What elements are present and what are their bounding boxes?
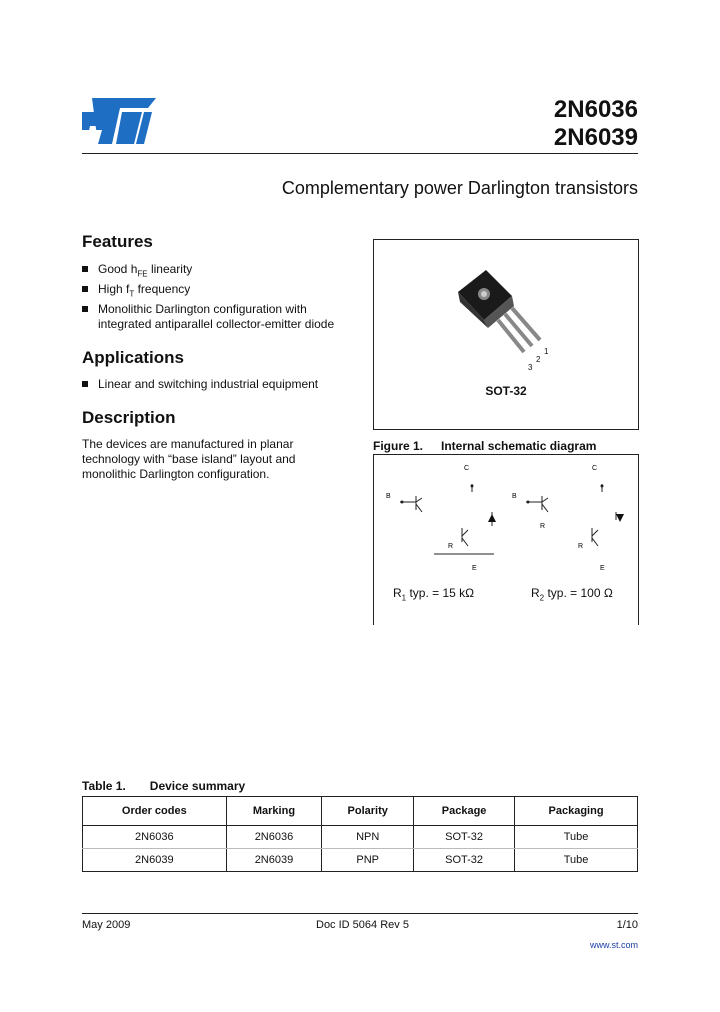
svg-text:C: C (592, 465, 598, 472)
pin-1-label: 1 (544, 347, 549, 356)
column-header: Order codes (83, 797, 227, 826)
footer-rule (82, 913, 638, 914)
table-header-row (83, 797, 638, 826)
table-cell: SOT-32 (414, 826, 515, 849)
column-header: Polarity (322, 797, 414, 826)
table-cell: 2N6036 (226, 826, 322, 849)
features-heading: Features (82, 232, 153, 251)
feature-item: Monolithic Darlington configuration with integrated antiparallel collector-emitter diode (82, 302, 334, 332)
page-subtitle: Complementary power Darlington transistors (281, 178, 638, 198)
svg-text:E: E (472, 565, 477, 572)
svg-text:B: B (512, 493, 517, 500)
device-summary-table (82, 796, 638, 872)
application-item: Linear and switching industrial equipment (82, 377, 318, 392)
r1-value: $R_1$ typ. = 15 kΩ (393, 586, 475, 603)
svg-text:E: E (600, 565, 605, 572)
table-cell: 2N6039 (83, 849, 227, 872)
column-header: Package (414, 797, 515, 826)
table-cell: Tube (515, 849, 638, 872)
table-cell: 2N6039 (226, 849, 322, 872)
r2-value: $R_2$ typ. = 100 Ω (531, 586, 613, 603)
feature-item: Good $h_{FE}$ linearity (82, 262, 192, 281)
description-heading: Description (82, 408, 176, 427)
table-caption: Table 1. Device summary (82, 779, 246, 793)
sot32-package-image (450, 262, 560, 380)
footer-url-link[interactable]: www.st.com (589, 940, 638, 950)
footer-page-number: 1/10 (616, 919, 638, 931)
svg-text:C: C (464, 465, 470, 472)
header-rule (82, 153, 638, 154)
table-row (83, 849, 638, 872)
svg-text:B: B (386, 493, 391, 500)
package-label: SOT-32 (485, 384, 527, 398)
svg-text:R: R (540, 523, 546, 530)
figure-caption: Figure 1. Internal schematic diagram (373, 439, 597, 453)
part-number-2: 2N6039 (553, 124, 638, 151)
footer-doc-id: Doc ID 5064 Rev 5 (316, 919, 409, 931)
internal-schematic-diagram (376, 458, 636, 578)
column-header: Packaging (515, 797, 638, 826)
description-text: The devices are manufactured in planar technology with “base island” layout and monolithic Darlington configuration. (82, 437, 296, 481)
table-cell: PNP (322, 849, 414, 872)
footer-date: May 2009 (82, 919, 131, 931)
table-cell: 2N6036 (83, 826, 227, 849)
st-logo (82, 98, 156, 144)
part-number-1: 2N6036 (553, 96, 638, 123)
pin-2-label: 2 (536, 355, 541, 364)
table-cell: Tube (515, 826, 638, 849)
table-cell: NPN (322, 826, 414, 849)
applications-heading: Applications (82, 348, 185, 367)
column-header: Marking (226, 797, 322, 826)
feature-item: High $f_T$ frequency (82, 282, 190, 301)
table-row (83, 826, 638, 849)
table-cell: SOT-32 (414, 849, 515, 872)
pin-3-label: 3 (528, 363, 533, 372)
svg-text:R: R (578, 543, 584, 550)
svg-text:R: R (448, 543, 454, 550)
